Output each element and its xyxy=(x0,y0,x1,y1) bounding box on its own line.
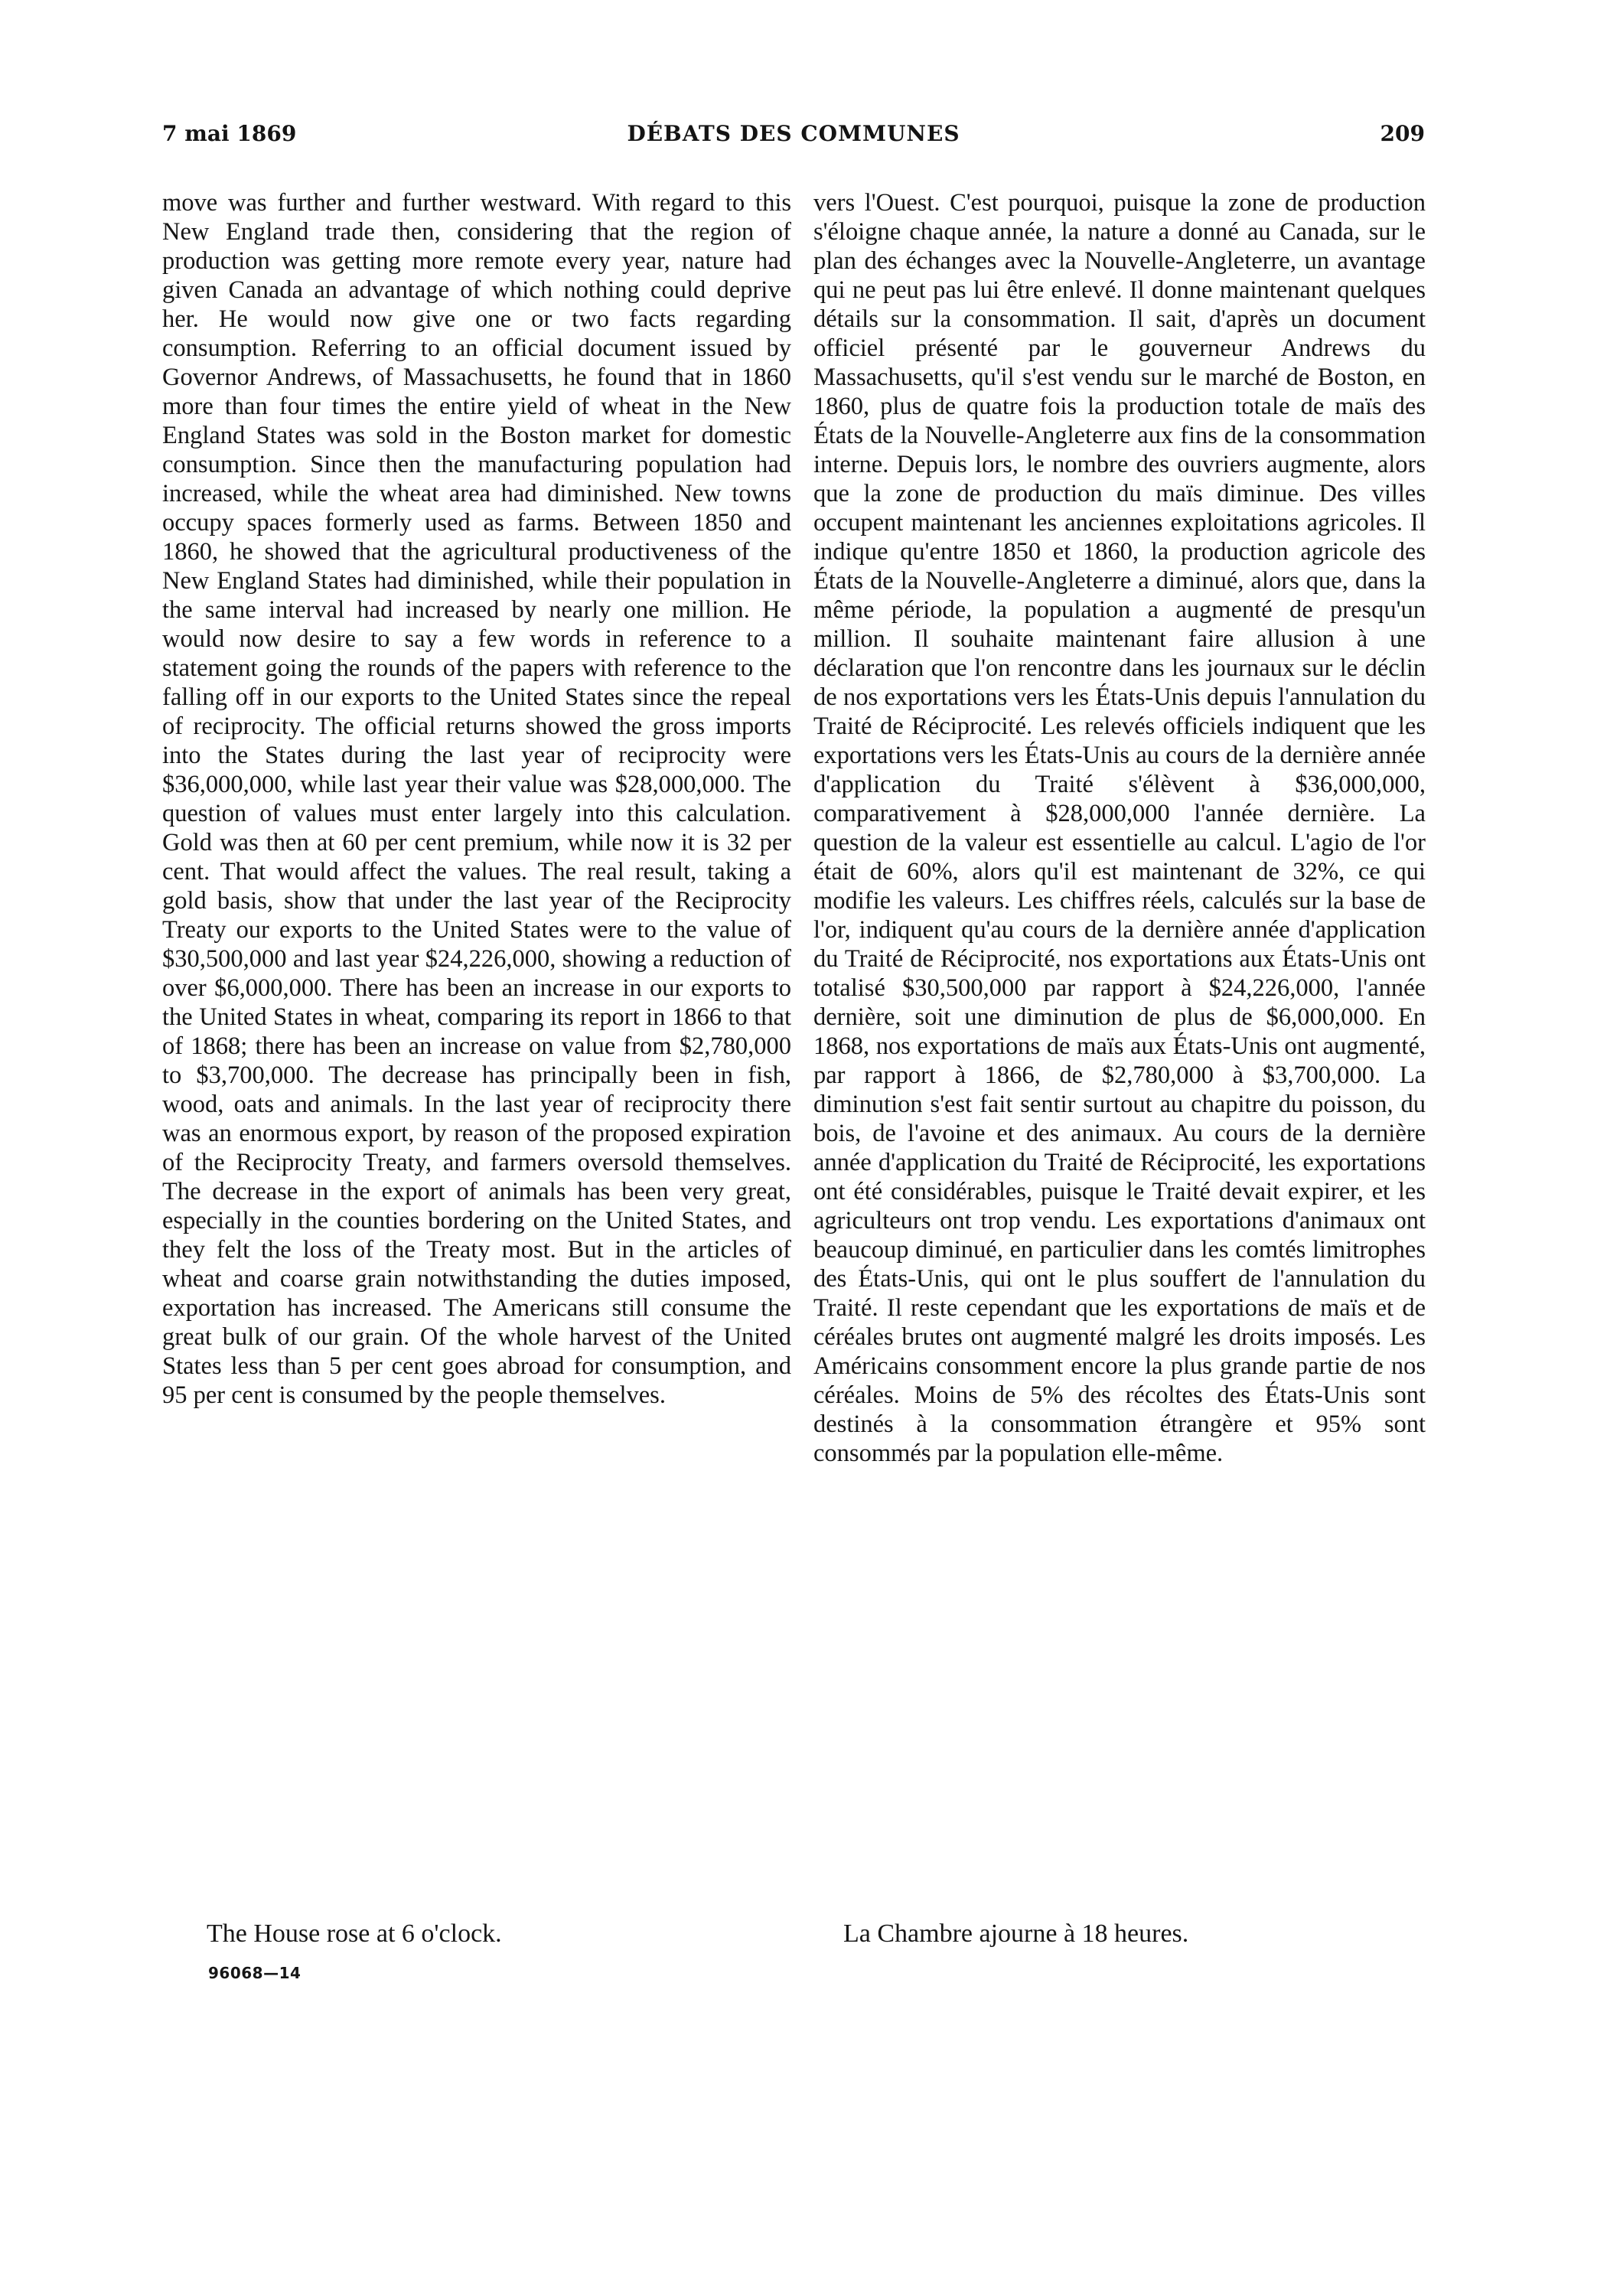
print-code: 96068—14 xyxy=(208,1964,302,1982)
left-column-english xyxy=(162,188,791,1410)
page-header xyxy=(162,121,1425,155)
left-column-text: move was further and further westward. With regard to this New England trade then, considering that the region of production was getting more remote every year, nature had given Canada an advantage of which nothing could deprive her. He would now give one or two facts regarding consumption. Referring to an official document issued by Governor Andrews, of Massachusetts, he found that in 1860 more than four times the entire yield of wheat in the New England States was sold in the Boston market for domestic consumption. Since then the manufacturing population had increased, while the wheat area had diminished. New towns occupy spaces formerly used as farms. Between 1850 and 1860, he showed that the agricultural productiveness of the New England States had diminished, while their population in the same interval had increased by nearly one million. He would now desire to say a few words in reference to a statement going the rounds of the papers with reference to the falling off in our exports to the United States since the repeal of reciprocity. The official returns showed the gross imports into the States during the last year of reciprocity were $36,000,000, while last year their value was $28,000,000. The question of values must enter largely into this calculation. Gold was then at 60 per cent premium, while now it is 32 per cent. That would affect the values. The real result, taking a gold basis, show that under the last year of the Reciprocity Treaty our exports to the United States were to the value of $30,500,000 and last year $24,226,000, showing a reduction of over $6,000,000. There has been an increase in our exports to the United States in wheat, comparing its report in 1866 to that of 1868; there has been an increase on value from $2,780,000 to $3,700,000. The decrease has principally been in fish, wood, oats and animals. In the last year of reciprocity there was an enormous export, by reason of the proposed expiration of the Reciprocity Treaty, and farmers oversold themselves. The decrease in the export of animals has been very great, especially in the counties bordering on the United States, and they felt the loss of the Treaty most. But in the articles of wheat and coarse grain notwithstanding the duties imposed, exportation has increased. The Americans still consume the great bulk of our grain. Of the whole harvest of the United States less than 5 per cent goes abroad for consumption, and 95 per cent is consumed by the people themselves. xyxy=(162,189,791,1409)
right-column-text: vers l'Ouest. C'est pourquoi, puisque la zone de production s'éloigne chaque année, la nature a donné au Canada, sur le plan des échanges avec la Nouvelle-Angleterre, un avantage qui ne peut pas lui être enlevé. Il donne maintenant quelques détails sur la consommation. Il sait, d'après un document officiel présenté par le gouverneur Andrews du Massachusetts, qu'il s'est vendu sur le marché de Boston, en 1860, plus de quatre fois la production totale de maïs des États de la Nouvelle-Angleterre aux fins de la consommation interne. Depuis lors, le nombre des ouvriers augmente, alors que la zone de production du maïs diminue. Des villes occupent maintenant les anciennes exploitations agricoles. Il indique qu'entre 1850 et 1860, la production agricole des États de la Nouvelle-Angleterre a diminué, alors que, dans la même période, la population a augmenté de presqu'un million. Il souhaite maintenant faire allusion à une déclaration que l'on rencontre dans les journaux sur le déclin de nos exportations vers les États-Unis depuis l'annulation du Traité de Réciprocité. Les relevés officiels indiquent que les exportations vers les États-Unis au cours de la dernière année d'application du Traité s'élèvent à $36,000,000, comparativement à $28,000,000 l'année dernière. La question de la valeur est essentielle au calcul. L'agio de l'or était de 60%, alors qu'il est maintenant de 32%, ce qui modifie les valeurs. Les chiffres réels, calculés sur la base de l'or, indiquent qu'au cours de la dernière année d'application du Traité de Réciprocité, nos exportations aux États-Unis ont totalisé $30,500,000 par rapport à $24,226,000, l'année dernière, soit une diminution de plus de $6,000,000. En 1868, nos exportations de maïs aux États-Unis ont augmenté, par rapport à 1866, de $2,780,000 à $3,700,000. La diminution s'est fait sentir surtout au chapitre du poisson, du bois, de l'avoine et des animaux. Au cours de la dernière année d'application du Traité de Réciprocité, les exportations ont été considérables, puisque le Traité devait expirer, et les agriculteurs ont trop vendu. Les exportations d'animaux ont beaucoup diminué, en particulier dans les comtés limitrophes des États-Unis, qui ont le plus souffert de l'annulation du Traité. Il reste cependant que les exportations de maïs et de céréales brutes ont augmenté malgré les droits imposés. Les Américains consomment encore la plus grande partie de nos céréales. Moins de 5% des récoltes des États-Unis sont destinés à la consommation étrangère et 95% sont consommés par la population elle-même. xyxy=(813,189,1426,1467)
header-date: 7 mai 1869 xyxy=(162,121,297,146)
header-title: DÉBATS DES COMMUNES xyxy=(627,121,960,146)
left-closing-line: The House rose at 6 o'clock. xyxy=(207,1919,502,1948)
right-closing-line: La Chambre ajourne à 18 heures. xyxy=(843,1919,1189,1948)
right-column-french xyxy=(813,188,1426,1468)
header-page-number: 209 xyxy=(1380,121,1425,146)
